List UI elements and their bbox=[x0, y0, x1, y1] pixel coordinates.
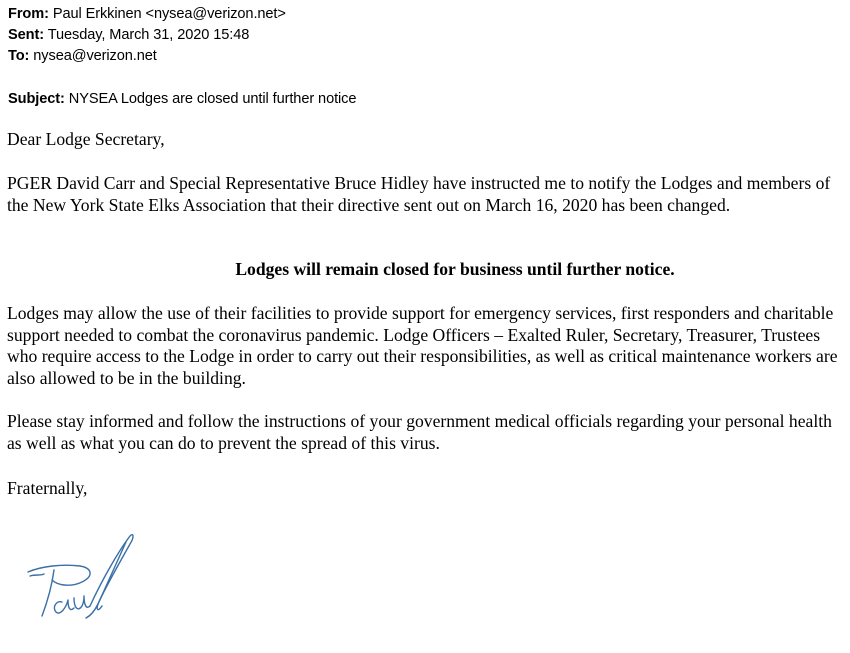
paragraph-stay-informed: Please stay informed and follow the instructions of your government medical officials regarding your personal health as well as what you can do to prevent the spread of this virus. bbox=[7, 411, 832, 453]
to-row bbox=[8, 46, 286, 67]
closing: Fraternally, bbox=[7, 478, 88, 498]
from-row bbox=[8, 4, 286, 25]
paragraph-directive-change: PGER David Carr and Special Representative Bruce Hidley have instructed me to notify the Lodges and members of the New York State Elks Association that their directive sent out on March 16, 2020 has been changed. bbox=[7, 173, 831, 215]
signature-stroke bbox=[42, 570, 54, 616]
handwritten-signature bbox=[22, 530, 142, 625]
signature-stroke bbox=[54, 600, 74, 613]
closure-notice: Lodges will remain closed for business until further notice. bbox=[235, 259, 675, 279]
greeting: Dear Lodge Secretary, bbox=[7, 129, 165, 149]
sent-row bbox=[8, 25, 286, 46]
sent-value: Tuesday, March 31, 2020 15:48 bbox=[47, 27, 250, 43]
signature-stroke bbox=[86, 542, 126, 618]
subject-value: NYSEA Lodges are closed until further notice bbox=[68, 91, 357, 107]
subject-row bbox=[8, 89, 356, 110]
paragraph-facility-use: Lodges may allow the use of their facilities to provide support for emergency services, first responders and charitable support needed to combat the coronavirus pandemic. Lodge Officers – Exalted Ruler, Secretary, Treasurer, Trustees who require access to the Lodge in order to carry out their responsibilities, as well as critical maintenance workers are also allowed to be in the building. bbox=[7, 303, 838, 388]
signature-stroke bbox=[74, 596, 90, 609]
from-label: From: bbox=[8, 6, 49, 22]
from-value: Paul Erkkinen <nysea@verizon.net> bbox=[52, 6, 286, 22]
to-label: To: bbox=[8, 48, 30, 64]
email-header bbox=[8, 4, 286, 67]
sent-label: Sent: bbox=[8, 27, 44, 43]
signature-stroke bbox=[90, 535, 133, 610]
subject-label: Subject: bbox=[8, 91, 65, 107]
to-value: nysea@verizon.net bbox=[33, 48, 157, 64]
signature-stroke bbox=[30, 574, 44, 576]
